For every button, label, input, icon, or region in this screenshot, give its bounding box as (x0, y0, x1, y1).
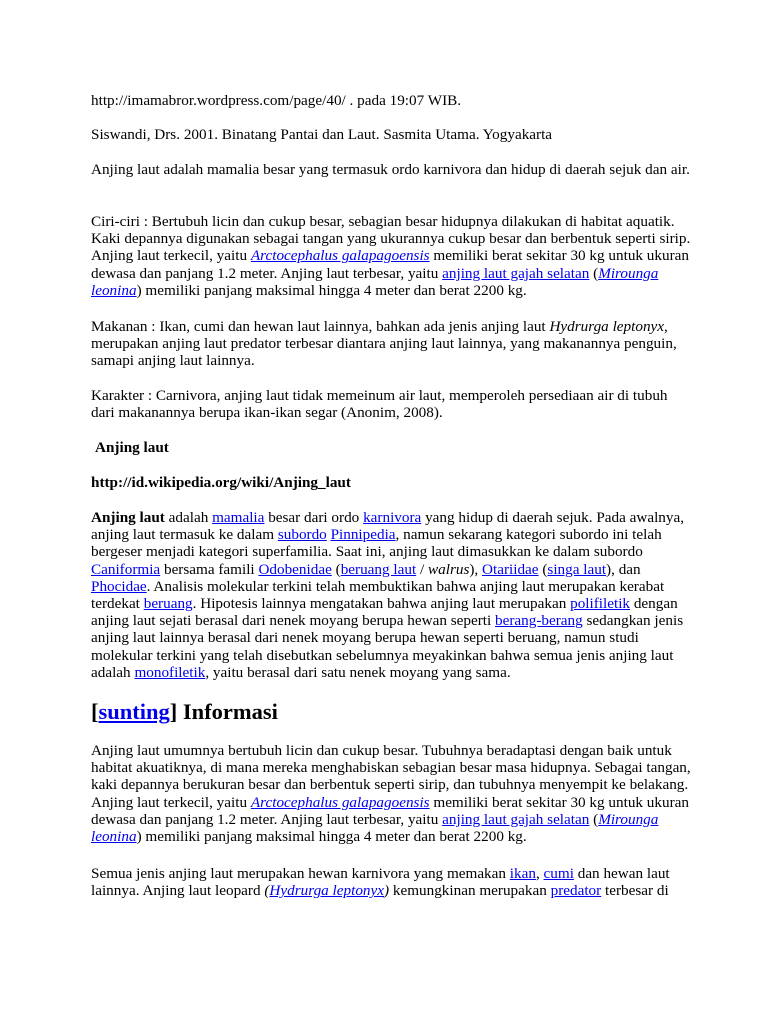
reference-url: http://imamabror.wordpress.com/page/40/ . pada 19:07 WIB. (91, 92, 462, 109)
link-ikan[interactable]: ikan (509, 865, 536, 882)
section-heading-informasi: [sunting] Informasi (91, 699, 278, 724)
makanan-paragraph: Makanan : Ikan, cumi dan hewan laut lainnya, bahkan ada jenis anjing laut Hydrurga leptonyx, merupakan anjing laut predator terbesar diantara anjing laut lainnya, yang makanannya penguin, samapi anjing laut lainnya. (91, 318, 677, 370)
heading-anjing-laut: Anjing laut (95, 439, 169, 456)
link-karnivora[interactable]: karnivora (363, 509, 422, 526)
edit-section-link[interactable]: sunting (98, 699, 170, 724)
link-polifiletik[interactable]: polifiletik (570, 595, 631, 613)
link-arctocephalus[interactable]: Arctocephalus galapagoensis (250, 247, 430, 265)
link-predator[interactable]: predator (550, 882, 602, 900)
link-monofiletik[interactable]: monofiletik (134, 663, 206, 681)
link-subordo[interactable]: subordo (277, 526, 327, 544)
informasi-paragraph-1: Anjing laut umumnya bertubuh licin dan cukup besar. Tubuhnya beradaptasi dengan baik untuk habitat akuatiknya, di mana mereka menghabiskan sebagian besar masa hidupnya. Sebagai tangan, kaki depannya berukuran besar dan berbentuk seperti sirip, dan tubuhnya menyempit ke belakang. Anjing laut terkecil, yaitu Arctocephalus galapagoensis memiliki berat sekitar 30 kg untuk ukuran dewasa dan panjang 1.2 meter. Anjing laut terbesar, yaitu anjing laut gajah selatan (Mirounga leonina) memiliki panjang maksimal hingga 4 meter dan berat 2200 kg. (91, 742, 691, 846)
intro-paragraph: Anjing laut adalah mamalia besar yang termasuk ordo karnivora dan hidup di daerah sejuk dan air. (91, 161, 690, 178)
wiki-url: http://id.wikipedia.org/wiki/Anjing_laut (91, 474, 351, 491)
link-anjing-laut-gajah-selatan-2[interactable]: anjing laut gajah selatan (442, 810, 590, 828)
link-beruang[interactable]: beruang (143, 595, 193, 613)
link-odobenidae[interactable]: Odobenidae (258, 560, 332, 578)
ciri-ciri-paragraph: Ciri-ciri : Bertubuh licin dan cukup besar, sebagian besar hidupnya dilakukan di habitat aquatik. Kaki depannya digunakan sebagai tangan yang ukurannya cukup besar dan berbentuk seperti sirip. Anjing laut terkecil, yaitu Arctocephalus galapagoensis memiliki berat sekitar 30 kg untuk ukuran dewasa dan panjang 1.2 meter. Anjing laut terbesar, yaitu anjing laut gajah selatan (Mirounga leonina) memiliki panjang maksimal hingga 4 meter dan berat 2200 kg. (91, 213, 691, 299)
link-beruang-laut[interactable]: beruang laut (340, 560, 417, 578)
link-caniformia[interactable]: Caniformia (91, 560, 161, 578)
link-mirounga-leonina[interactable]: Mirounga leonina (91, 264, 659, 299)
link-berang-berang[interactable]: berang-berang (495, 612, 583, 630)
reference-book: Siswandi, Drs. 2001. Binatang Pantai dan Laut. Sasmita Utama. Yogyakarta (91, 126, 553, 143)
link-anjing-laut-gajah-selatan[interactable]: anjing laut gajah selatan (442, 264, 590, 282)
link-hydrurga-leptonyx[interactable]: Hydrurga leptonyx (269, 882, 385, 900)
link-cumi[interactable]: cumi (543, 865, 574, 882)
link-arctocephalus-2[interactable]: Arctocephalus galapagoensis (250, 793, 430, 811)
link-otariidae[interactable]: Otariidae (482, 560, 539, 578)
link-pinnipedia[interactable]: Pinnipedia (330, 526, 396, 544)
karakter-paragraph: Karakter : Carnivora, anjing laut tidak memeinum air laut, memperoleh persediaan air di tubuh dari makanannya berupa ikan-ikan segar (Anonim, 2008). (91, 387, 668, 422)
link-mirounga-leonina-2[interactable]: Mirounga leonina (91, 810, 659, 846)
wiki-paragraph: Anjing laut adalah mamalia besar dari ordo karnivora yang hidup di daerah sejuk. Pada awalnya, anjing laut termasuk ke dalam subordo Pinnipedia, namun sekarang kategori subordo ini telah bergeser menjadi kategori superfamilia. Saat ini, anjing laut dimasukkan ke dalam subordo Caniformia bersama famili Odobenidae (beruang laut / walrus), Otariidae (singa laut), dan Phocidae. Analisis molekular terkini telah membuktikan bahwa anjing laut merupakan kerabat terdekat beruang. Hipotesis lainnya mengatakan bahwa anjing laut merupakan polifiletik dengan anjing laut sejati berasal dari nenek moyang berupa hewan seperti berang-berang sedangkan jenis anjing laut lainnya berasal dari nenek moyang berupa hewan seperti beruang, namun studi molekular terkini yang telah disebutkan sebelumnya meyakinkan bahwa semua jenis anjing laut adalah monofiletik, yaitu berasal dari satu nenek moyang yang sama. (91, 509, 685, 681)
informasi-paragraph-2: Semua jenis anjing laut merupakan hewan karnivora yang memakan ikan, cumi dan hewan laut lainnya. Anjing laut leopard (Hydrurga leptonyx) kemungkinan merupakan predator terbesar di (91, 865, 670, 900)
link-mamalia[interactable]: mamalia (212, 509, 265, 526)
link-singa-laut[interactable]: singa laut (547, 560, 607, 578)
link-phocidae[interactable]: Phocidae (91, 577, 147, 595)
